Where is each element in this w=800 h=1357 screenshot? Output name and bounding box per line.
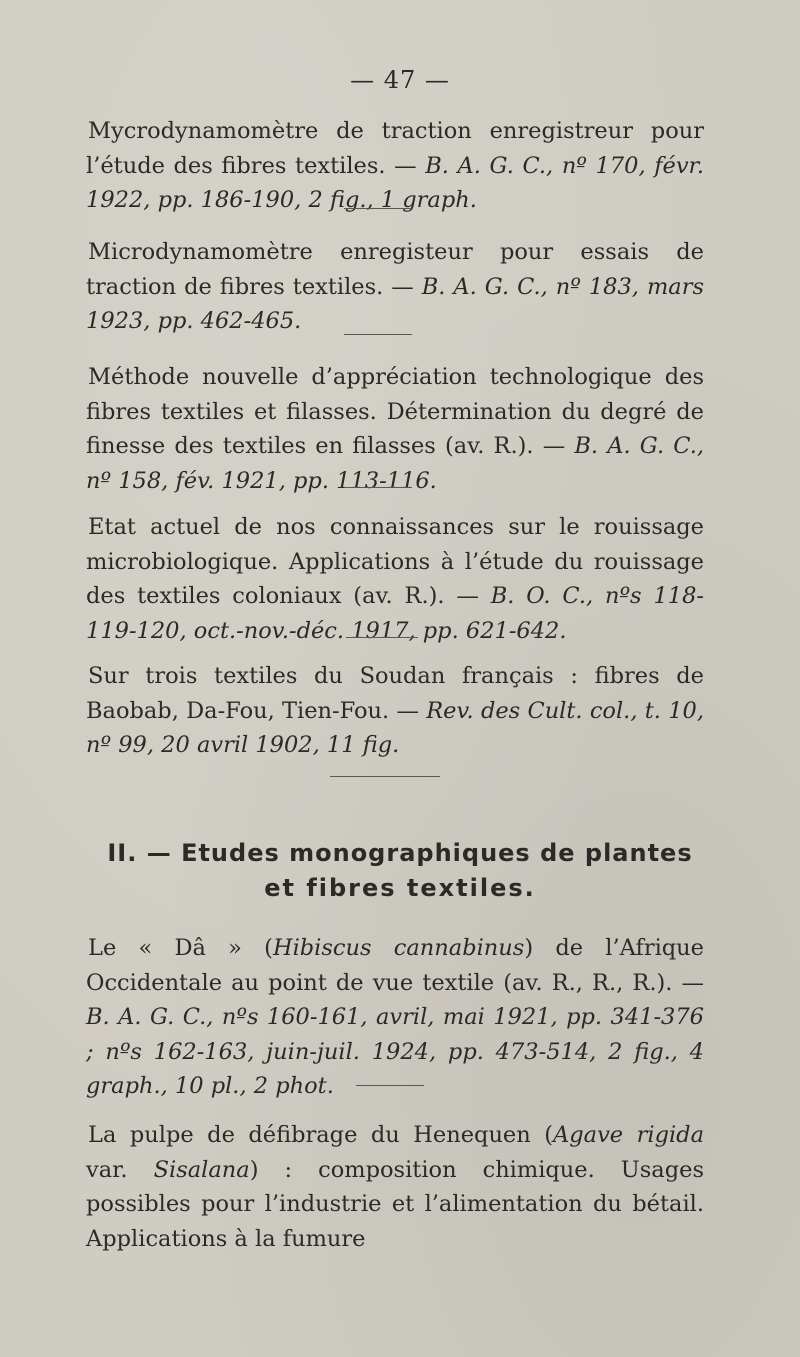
separator-rule (330, 776, 440, 777)
entry-title: Méthode nouvelle d’appréciation technologique des fibres textiles et filasses. Détermination du degré de finesse des textiles en filasses (av. R.). — (86, 364, 704, 459)
bibliography-entry (86, 659, 704, 763)
entry-reference: B. A. G. C., nº 158, fév. 1921, pp. 113-116. (86, 433, 704, 494)
entry-reference: B. A. G. C., nº 183, mars 1923, pp. 462-465. (86, 273, 704, 334)
page-number: — 47 — (350, 66, 450, 94)
entry-variety-name: Sisalana (153, 1156, 250, 1183)
entry-title: Etat actuel de nos connaissances sur le rouissage microbiologique. Applications à l’étude du rouissage des textiles coloniaux (av. R.). — (86, 514, 704, 609)
entry-reference: Rev. des Cult. col., t. 10, nº 99, 20 avril 1902, 11 fig. (86, 697, 704, 758)
bibliography-entry (86, 360, 704, 498)
separator-rule (356, 1085, 424, 1086)
separator-rule (344, 487, 412, 488)
entry-title-part: var. (86, 1156, 154, 1183)
separator-rule (344, 334, 412, 335)
bibliography-entry (86, 114, 704, 218)
section-heading-line-1: II. — Etudes monographiques de plantes (107, 839, 693, 867)
bibliography-entry (86, 931, 704, 1104)
separator-rule (346, 637, 418, 638)
section-heading-line-2: et fibres textiles. (264, 874, 536, 902)
entry-title-part: La pulpe de défibrage du Henequen ( (88, 1122, 554, 1148)
entry-title: Microdynamomètre enregisteur pour essais de traction de fibres textiles. — (86, 239, 704, 300)
entry-title: Sur trois textiles du Soudan français : fibres de Baobab, Da-Fou, Tien-Fou. — (86, 663, 704, 724)
entry-title-part: Le « Dâ » ( (88, 935, 273, 961)
bibliography-entry (86, 235, 704, 339)
entry-species-name: Agave rigida (553, 1122, 704, 1148)
entry-title-part: ) de l’Afrique Occidentale au point de vue textile (av. R., R., R.). — (86, 935, 704, 996)
entry-species-name: Hibiscus cannabinus (272, 935, 525, 961)
entry-reference: B. O. C., nºs 118-119-120, oct.-nov.-déc. 1917, pp. 621-642. (86, 583, 704, 644)
section-heading (60, 836, 740, 906)
entry-title: Mycrodynamomètre de traction enregistreur pour l’étude des fibres textiles. — (86, 118, 704, 179)
bibliography-entry (86, 510, 704, 648)
entry-reference: B. A. G. C., nº 170, févr. 1922, pp. 186-190, 2 fig., 1 graph. (86, 152, 704, 213)
entry-title-part: ) : composition chimique. Usages possibles pour l’industrie et l’alimentation du bétail. Applications à la fumure (86, 1156, 704, 1252)
bibliography-entry (86, 1118, 704, 1256)
separator-rule (344, 208, 412, 209)
entry-reference: B. A. G. C., nºs 160-161, avril, mai 1921, pp. 341-376 ; nºs 162-163, juin-juil. 1924, pp. 473-514, 2 fig., 4 graph., 10 pl., 2 phot. (86, 1004, 704, 1099)
